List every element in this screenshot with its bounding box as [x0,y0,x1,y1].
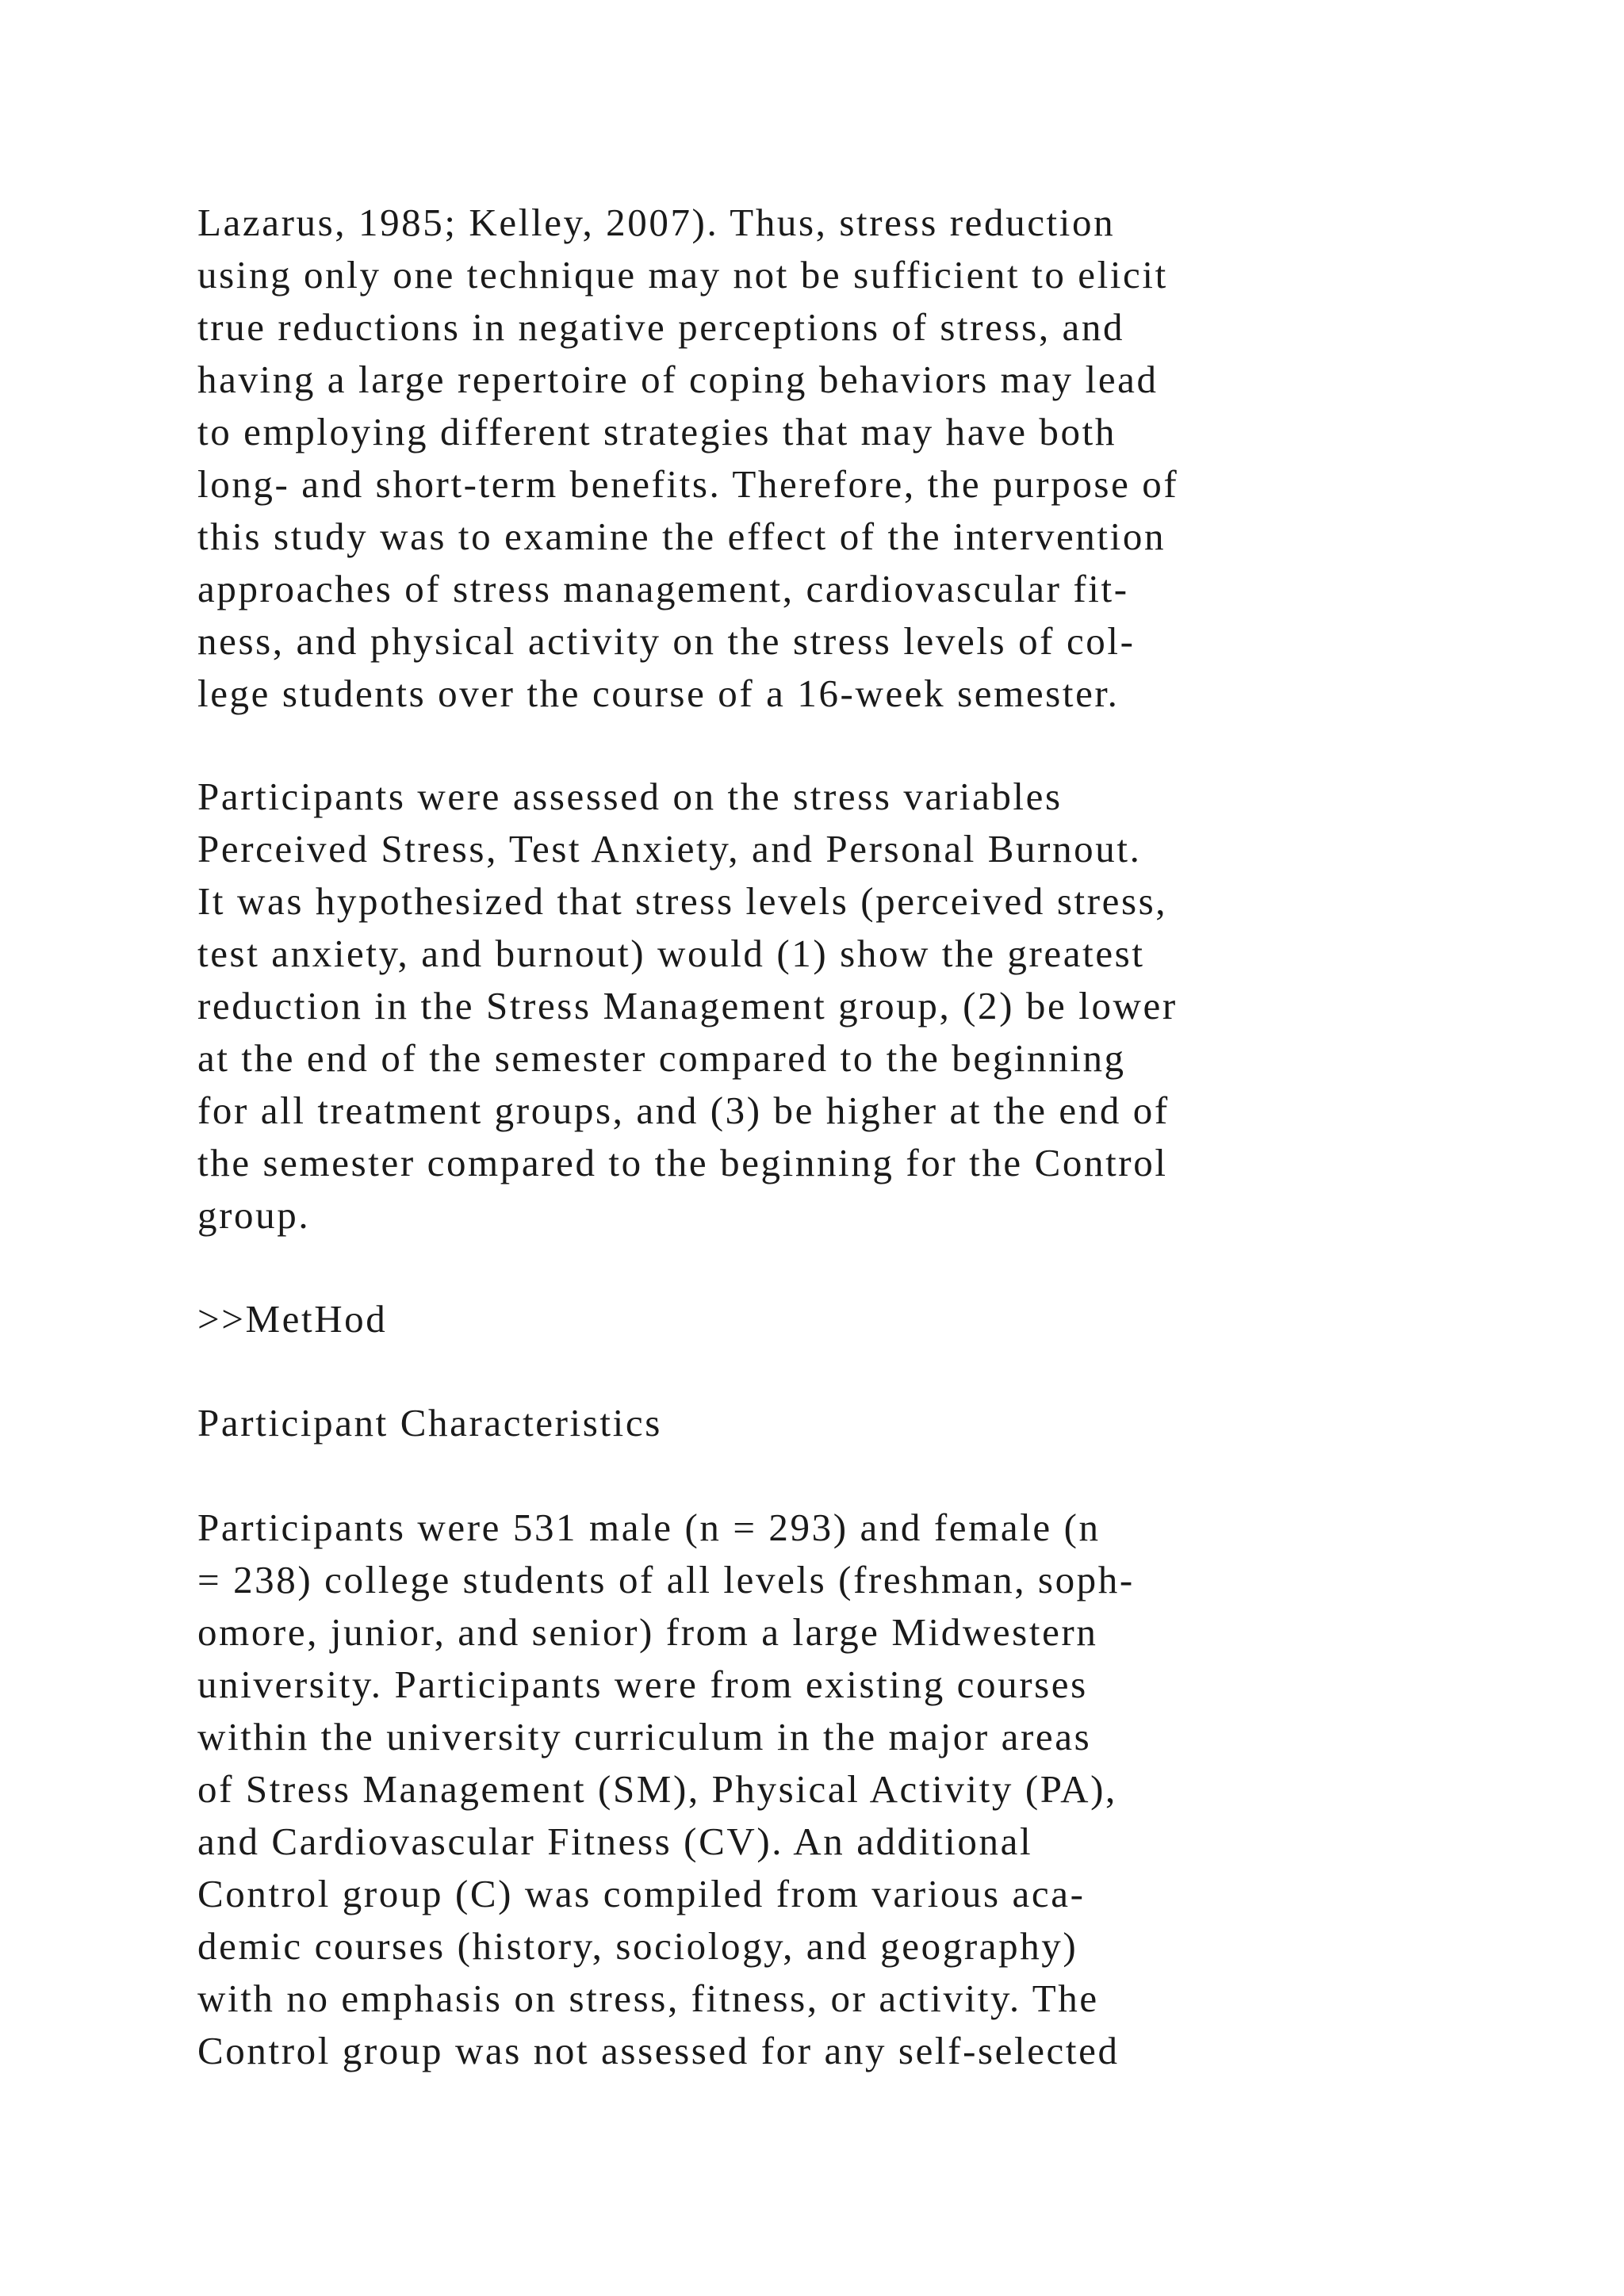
subsection-heading: Participant Characteristics [197,1401,662,1445]
text-line: long- and short-term benefits. Therefore, the purpose of [197,462,1179,506]
intro-paragraph [197,197,1545,720]
text-line: true reductions in negative perceptions of stress, and [197,305,1125,349]
text-line: within the university curriculum in the major areas [197,1715,1092,1758]
participants-paragraph [197,1502,1545,2077]
text-line: Control group (C) was compiled from various aca- [197,1872,1086,1915]
method-heading-block [197,1293,1545,1345]
text-line: Participants were 531 male (n = 293) and female (n [197,1506,1101,1549]
text-line: test anxiety, and burnout) would (1) show the greatest [197,932,1145,975]
text-line: university. Participants were from existing courses [197,1663,1088,1706]
text-line: approaches of stress management, cardiovascular fit- [197,567,1129,610]
hypothesis-paragraph [197,771,1545,1242]
text-line: lege students over the course of a 16-week semester. [197,672,1120,715]
text-line: Control group was not assessed for any self-selected [197,2029,1120,2072]
text-line: demic courses (history, sociology, and geography) [197,1924,1078,1968]
text-line: Lazarus, 1985; Kelley, 2007). Thus, stress reduction [197,201,1116,244]
text-line: ness, and physical activity on the stress levels of col- [197,619,1136,663]
text-line: this study was to examine the effect of the intervention [197,515,1166,558]
text-line: to employing different strategies that may have both [197,410,1116,453]
text-line: with no emphasis on stress, fitness, or activity. The [197,1976,1099,2020]
text-line: group. [197,1193,311,1237]
text-line: of Stress Management (SM), Physical Activity (PA), [197,1767,1117,1811]
text-line: and Cardiovascular Fitness (CV). An additional [197,1820,1033,1863]
text-line: the semester compared to the beginning for the Control [197,1141,1168,1184]
text-line: having a large repertoire of coping behaviors may lead [197,358,1159,401]
text-line: Perceived Stress, Test Anxiety, and Personal Burnout. [197,827,1142,871]
section-heading: >>MetHod [197,1297,388,1341]
text-line: using only one technique may not be sufficient to elicit [197,253,1168,297]
subsection-heading-block [197,1397,1545,1449]
text-line: reduction in the Stress Management group, (2) be lower [197,984,1178,1027]
text-line: Participants were assessed on the stress variables [197,775,1063,818]
text-line: It was hypothesized that stress levels (perceived stress, [197,879,1168,923]
text-line: = 238) college students of all levels (freshman, soph- [197,1558,1135,1601]
text-line: omore, junior, and senior) from a large Midwestern [197,1610,1098,1654]
text-line: at the end of the semester compared to the beginning [197,1036,1126,1080]
text-line: for all treatment groups, and (3) be higher at the end of [197,1089,1170,1132]
